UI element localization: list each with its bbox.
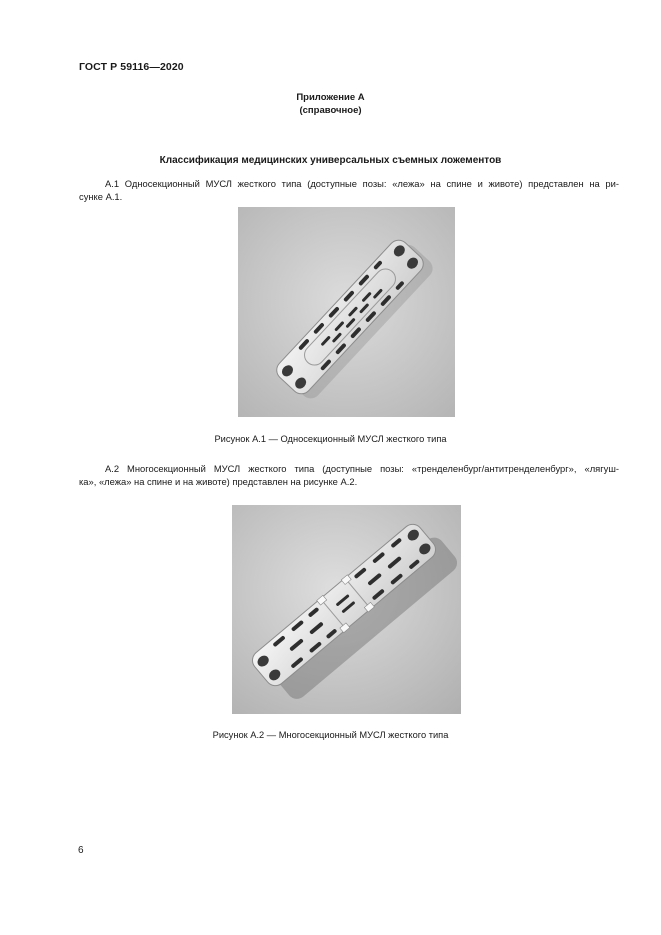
figure-a2-caption: Рисунок А.2 — Многосекционный МУСЛ жесткого типа — [212, 730, 449, 740]
paragraph-a2-line1: А.2 Многосекционный МУСЛ жесткого типа (доступные позы: «тренделенбург/антитренделенбург», «лягуш- — [105, 463, 619, 474]
paragraph-a1-line1: А.1 Односекционный МУСЛ жесткого типа (доступные позы: «лежа» на спине и животе) представлен на ри- — [105, 178, 619, 189]
annex-type: (справочное) — [299, 105, 362, 116]
figure-a1-caption: Рисунок А.1 — Односекционный МУСЛ жесткого типа — [214, 434, 447, 444]
annex-title: Приложение А — [296, 92, 365, 103]
paragraph-a2 — [79, 462, 619, 488]
figure-a2-image — [232, 505, 461, 714]
standard-number: ГОСТ Р 59116—2020 — [79, 61, 184, 73]
paragraph-a2-line2: ка», «лежа» на спине и на животе) представлен на рисунке А.2. — [79, 476, 358, 487]
paragraph-a1 — [79, 177, 619, 203]
section-title: Классификация медицинских универсальных съемных ложементов — [159, 155, 502, 166]
paragraph-a1-line2: сунке А.1. — [79, 191, 123, 202]
figure-a1-image — [238, 207, 455, 417]
page-number: 6 — [78, 845, 84, 856]
